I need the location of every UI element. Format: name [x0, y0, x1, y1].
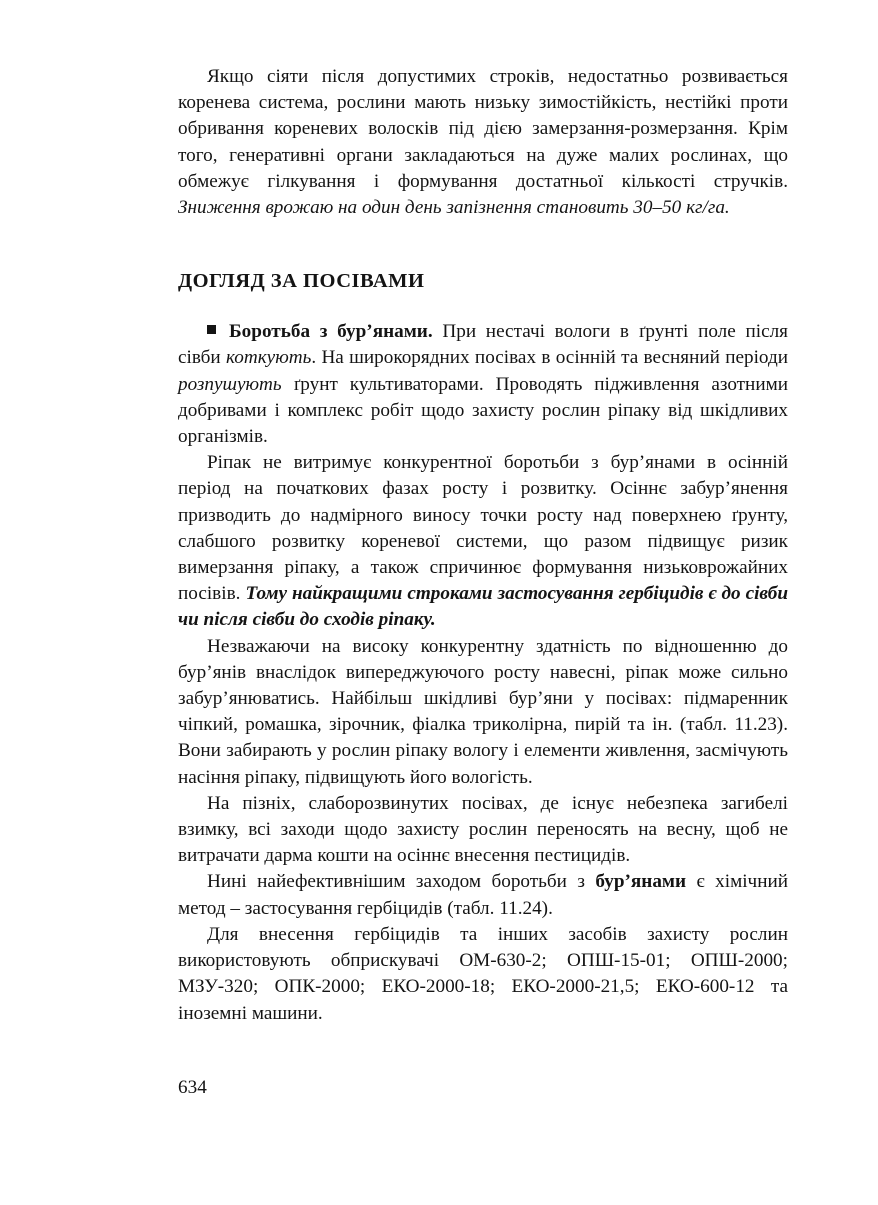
paragraph-late-crops: На пізніх, слаборозвинутих посівах, де існує небезпека загибелі взимку, всі заходи щодо захисту рослин переносять на весну, щоб не витрачати дарма кошти на осіннє внесення пестицидів. — [178, 792, 788, 867]
paragraph-late-sowing — [178, 64, 788, 221]
page-number: 634 — [178, 1077, 207, 1098]
weed-control-title: Боротьба з бур’янами. — [229, 321, 433, 343]
paragraph-late-sowing-text: Якщо сіяти після допустимих строків, недостатньо розвивається коренева система, рослини мають низьку зимостійкість, нестійкі проти обривання кореневих волосків під дією замерзання-розмерзання. Крім того, генеративні органи закладаються на дуже малих рослинах, що обмежує гілкування і формування достатньої кількості стручків. — [178, 66, 788, 192]
yield-loss-note: Зниження врожаю на один день запізнення становить 30–50 кг/га. — [178, 197, 730, 219]
herbicide-timing-note: Тому найкращими строками застосування гербіцидів є до сівби чи після сівби до сходів ріпаку. — [178, 583, 788, 631]
paragraph-chemical-method: Нині найефективнішим заходом боротьби з бур’янами є хімічний метод – застосування гербіцидів (табл. 11.24). — [178, 871, 788, 919]
paragraph-autumn-weeds: Ріпак не витримує конкурентної боротьби з бур’янами в осінній період на початкових фазах росту і розвитку. Осіннє забур’янення призводить до надмірного виносу точки росту над поверхнею ґрунту, слабшого розвитку кореневої системи, що разом підвищує ризик вимерзання ріпаку, а також спричинює формування низьковрожайних посівів. Тому найкращими строками застосування гербіцидів є до сівби чи після сівби до сходів ріпаку. — [178, 452, 788, 631]
loosening-term: розпушують — [178, 373, 282, 395]
section-heading: ДОГЛЯД ЗА ПОСІВАМИ — [178, 270, 425, 293]
weeds-emphasis: бур’янами — [595, 871, 687, 893]
paragraph-weed-species: Незважаючи на високу конкурентну здатність по відношенню до бур’янів внаслідок випереджуючого росту навесні, ріпак може сильно забур’янюватись. Найбільш шкідливі бур’яни у посівах: підмаренник чіпкий, ромашка, зірочник, фіалка триколірна, пирій та ін. (табл. 11.23). Вони забирають у рослин ріпаку вологу і елементи живлення, засмічують насіння ріпаку, підвищують його вологість. — [178, 635, 788, 788]
page-content — [178, 64, 788, 1027]
rolling-term: коткують — [226, 347, 312, 369]
paragraph-weed-control: Боротьба з бур’янами. При нестачі вологи в ґрунті поле після сівби коткують. На широкорядних посівах в осінній та весняний періоди розпушують ґрунт культиваторами. Проводять підживлення азотними добривами і комплекс робіт щодо захисту рослин ріпаку від шкідливих організмів. — [178, 321, 789, 448]
bullet-square-icon — [207, 325, 216, 334]
paragraph-sprayers: Для внесення гербіцидів та інших засобів захисту рослин використовують обприскувачі ОМ-630-2; ОПШ-15-01; ОПШ-2000; МЗУ-320; ОПК-2000; ЕКО-2000-18; ЕКО-2000-21,5; ЕКО-600-12 та іноземні машини. — [178, 923, 788, 1024]
